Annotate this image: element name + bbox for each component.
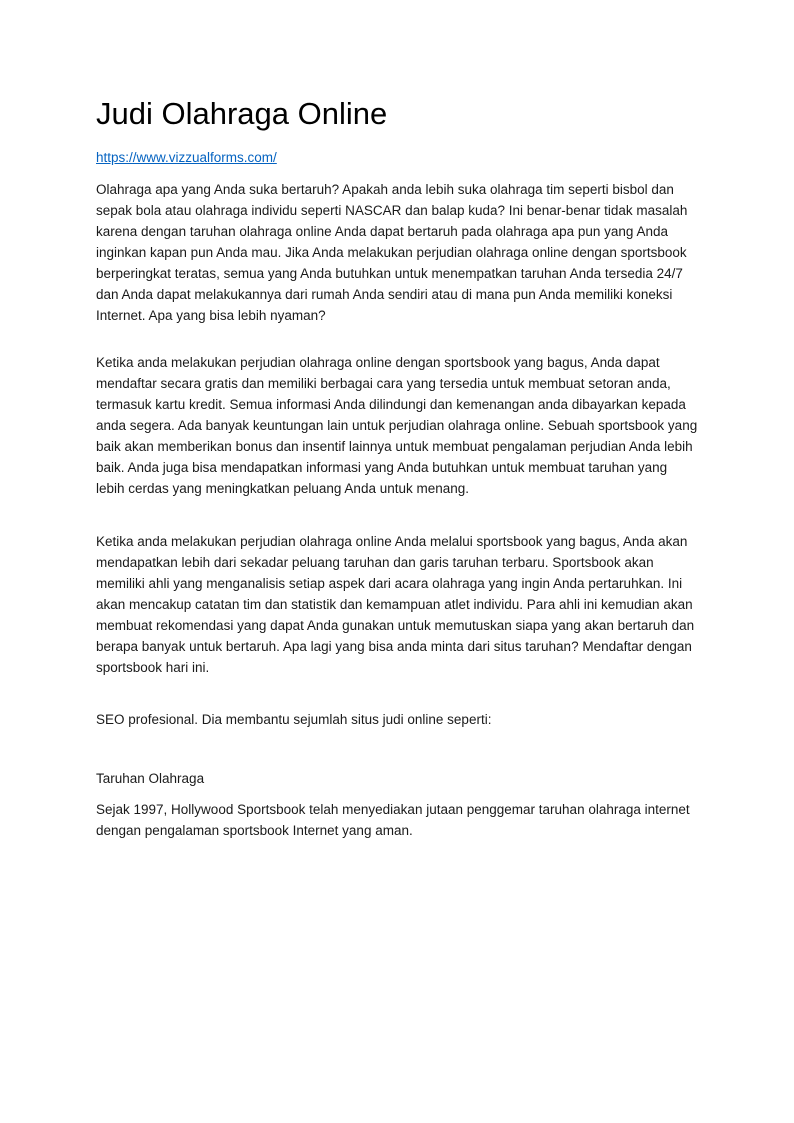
paragraph-closing: Sejak 1997, Hollywood Sportsbook telah menyediakan jutaan penggemar taruhan olahraga internet dengan pengalaman sportsbook Internet yang aman. (96, 802, 690, 838)
page-title: Judi Olahraga Online (96, 96, 388, 131)
paragraph-experts: Ketika anda melakukan perjudian olahraga online Anda melalui sportsbook yang bagus, Anda akan mendapatkan lebih dari sekadar peluang taruhan dan garis taruhan terbaru. Sportsbook akan memiliki ahli yang menganalisis setiap aspek dari acara olahraga yang ingin Anda pertaruhkan. Ini akan mencakup catatan tim dan statistik dan kemampuan atlet individu. Para ahli ini kemudian akan membuat rekomendasi yang dapat Anda gunakan untuk memutuskan siapa yang akan bertaruh dan berapa banyak untuk bertaruh. Apa lagi yang bisa anda minta dari situs taruhan? Mendaftar dengan sportsbook hari ini. (96, 534, 695, 675)
subheading-taruhan-olahraga: Taruhan Olahraga (96, 771, 205, 786)
paragraph-benefits: Ketika anda melakukan perjudian olahraga online dengan sportsbook yang bagus, Anda dapat mendaftar secara gratis dan memiliki berbagai cara yang tersedia untuk membuat setoran anda, termasuk kartu kredit. Semua informasi Anda dilindungi dan kemenangan anda dibayarkan kepada anda segera. Ada banyak keuntungan lain untuk perjudian olahraga online. Sebuah sportsbook yang baik akan memberikan bonus dan insentif lainnya untuk membuat pengalaman perjudian Anda lebih baik. Anda juga bisa mendapatkan informasi yang Anda butuhkan untuk membuat taruhan yang lebih cerdas yang meningkatkan peluang Anda untuk menang. (96, 355, 698, 496)
hyperlink[interactable]: https://www.vizzualforms.com/ (96, 150, 277, 165)
paragraph-seo: SEO profesional. Dia membantu sejumlah situs judi online seperti: (96, 712, 492, 727)
link-line (96, 147, 698, 168)
paragraph-intro: Olahraga apa yang Anda suka bertaruh? Apakah anda lebih suka olahraga tim seperti bisbol dan sepak bola atau olahraga individu seperti NASCAR dan balap kuda? Ini benar-benar tidak masalah karena dengan taruhan olahraga online Anda dapat bertaruh pada olahraga apa pun yang Anda inginkan kapan pun Anda mau. Jika Anda melakukan perjudian olahraga online dengan sportsbook berperingkat teratas, semua yang Anda butuhkan untuk menempatkan taruhan Anda tersedia 24/7 dan Anda dapat melakukannya dari rumah Anda sendiri atau di mana pun Anda memiliki koneksi Internet. Apa yang bisa lebih nyaman? (96, 182, 688, 323)
